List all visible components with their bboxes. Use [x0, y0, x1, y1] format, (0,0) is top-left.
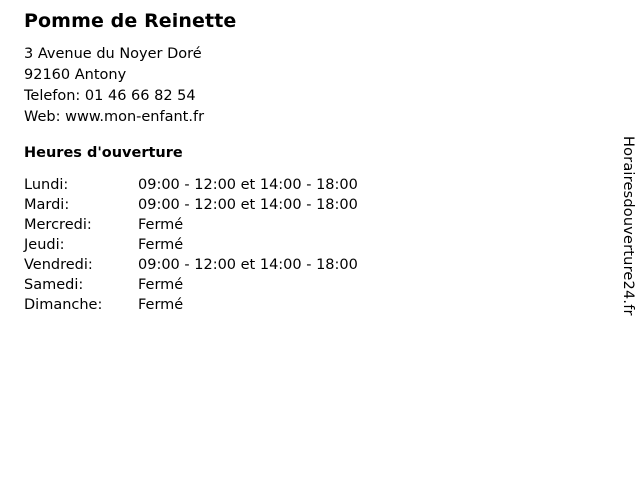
table-row — [24, 175, 438, 195]
day-label: Mardi: — [24, 197, 70, 213]
table-row — [24, 255, 438, 275]
table-row — [24, 275, 438, 295]
table-row — [24, 215, 438, 235]
address-line-phone: Telefon: 01 46 66 82 54 — [24, 88, 196, 104]
day-label: Lundi: — [24, 177, 69, 193]
address-line-web: Web: www.mon-enfant.fr — [24, 109, 205, 125]
time-value: 09:00 - 12:00 et 14:00 - 18:00 — [138, 257, 358, 273]
address-line-city: 92160 Antony — [24, 67, 127, 83]
table-row — [24, 235, 438, 255]
address-line-street: 3 Avenue du Noyer Doré — [24, 46, 202, 62]
time-value: Fermé — [138, 297, 184, 313]
time-value: 09:00 - 12:00 et 14:00 - 18:00 — [138, 197, 358, 213]
day-label: Vendredi: — [24, 257, 93, 273]
time-value: Fermé — [138, 237, 184, 253]
opening-hours-table — [24, 175, 438, 315]
day-label: Dimanche: — [24, 297, 103, 313]
time-value: Fermé — [138, 277, 184, 293]
time-value: 09:00 - 12:00 et 14:00 - 18:00 — [138, 177, 358, 193]
table-row — [24, 295, 438, 315]
page-title: Pomme de Reinette — [24, 10, 237, 32]
table-row — [24, 195, 438, 215]
day-label: Mercredi: — [24, 217, 92, 233]
address-block — [24, 44, 204, 128]
opening-hours-heading: Heures d'ouverture — [24, 145, 183, 161]
day-label: Jeudi: — [24, 237, 65, 253]
time-value: Fermé — [138, 217, 184, 233]
watermark-brand: Horairesdouverture24.fr — [620, 136, 636, 316]
day-label: Samedi: — [24, 277, 84, 293]
